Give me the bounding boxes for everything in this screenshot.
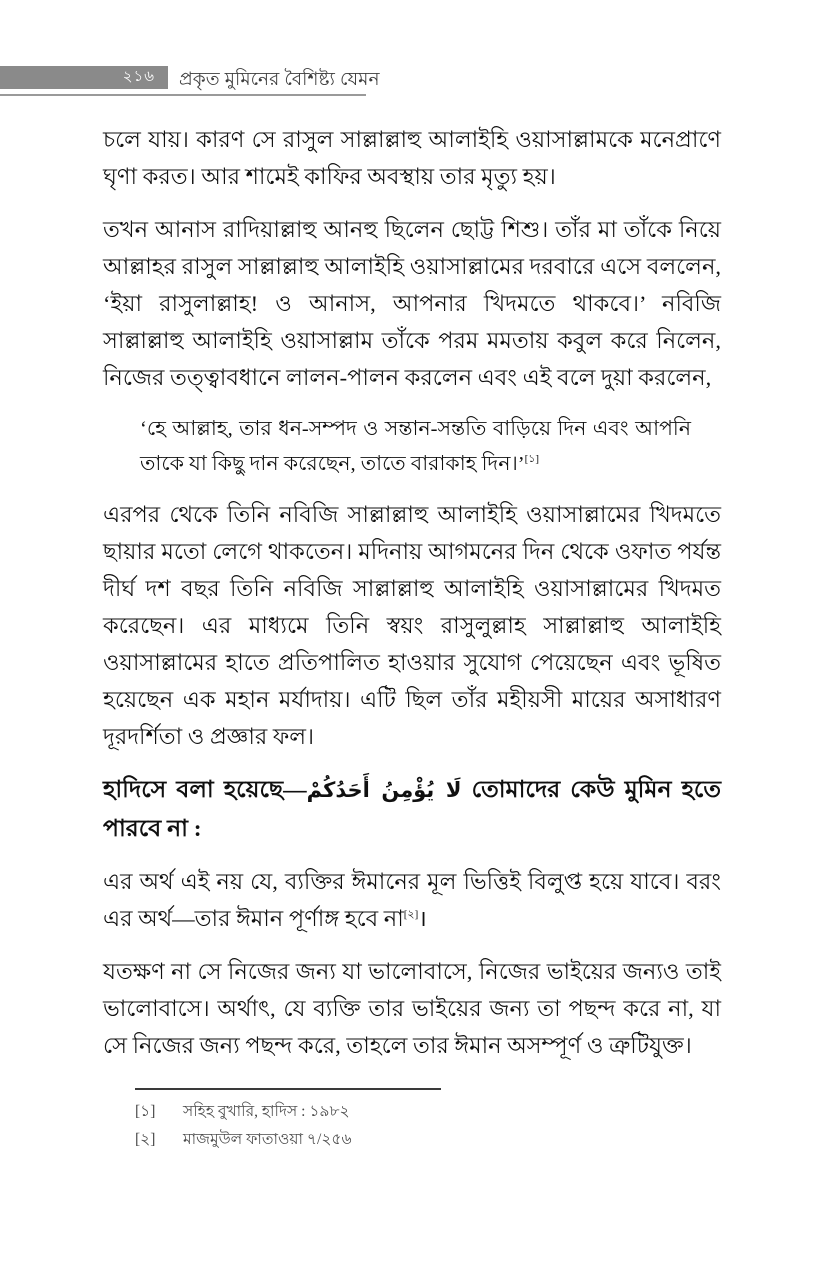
header-divider <box>0 94 366 96</box>
heading-suffix: তোমাদের কেউ মুমিন হতে পারবে না : <box>103 777 722 842</box>
footnote-2-marker: [২] <box>135 1131 156 1148</box>
page-body <box>103 121 721 1080</box>
paragraph-3: এরপর থেকে তিনি নবিজি সাল্লাল্লাহু আলাইহি ওয়াসাল্লামের খিদমতে ছায়ার মতো লেগে থাকতেন। মদিনায় আগমনের দিন থেকে ওফাত পর্যন্ত দীর্ঘ দশ বছর তিনি নবিজি সাল্লাল্লাহু আলাইহি ওয়াসাল্লামের খিদমত করেছেন। এর মাধ্যমে তিনি স্বয়ং রাসুলুল্লাহ সাল্লাল্লাহু আলাইহি ওয়াসাল্লামের হাতে প্রতিপালিত হাওয়ার সুযোগ পেয়েছেন এবং ভূষিত হয়েছেন এক মহান মর্যাদায়। এটি ছিল তাঁর মহীয়সী মায়ের অসাধারণ দূরদর্শিতা ও প্রজ্ঞার ফল। <box>103 502 721 749</box>
dua-quote-block <box>140 412 691 482</box>
paragraph-2: তখন আনাস রাদিয়াল্লাহু আনহু ছিলেন ছোট্ট শিশু। তাঁর মা তাঁকে নিয়ে আল্লাহর রাসুল সাল্লাল্লাহু আলাইহি ওয়াসাল্লামের দরবারে এসে বললেন, ‘ইয়া রাসুলাল্লাহ! ও আনাস, আপনার খিদমতে থাকবে।’ নবিজি সাল্লাল্লাহু আলাইহি ওয়াসাল্লাম তাঁকে পরম মমতায় কবুল করে নিলেন, নিজের তত্ত্বাবধানে লালন-পালন করলেন এবং এই বলে দুয়া করলেন, <box>103 217 721 390</box>
page-number: ২১৬ <box>122 68 155 85</box>
footnote-divider <box>135 1088 441 1090</box>
arabic-hadith-text: لَا يُؤْمِنُ أَحَدُكُمْ <box>306 778 462 802</box>
heading-prefix: হাদিসে বলা হয়েছে— <box>103 777 307 803</box>
footnote-1-marker: [১] <box>135 1103 156 1120</box>
paragraph-5: যতক্ষণ না সে নিজের জন্য যা ভালোবাসে, নিজের ভাইয়ের জন্যও তাই ভালোবাসে। অর্থাৎ, যে ব্যক্তি তার ভাইয়ের জন্য তা পছন্দ করে না, যা সে নিজের জন্য পছন্দ করে, তাহলে তার ঈমান অসম্পূর্ণ ও ত্রুটিযুক্ত। <box>103 959 721 1058</box>
paragraph-4-tail: । <box>418 906 427 931</box>
footnote-1-text: সহিহ বুখারি, হাদিস : ১৯৮২ <box>183 1103 350 1120</box>
footnote-ref-1: [১] <box>524 453 540 466</box>
running-header-title: প্রকৃত মুমিনের বৈশিষ্ট্য যেমন <box>179 68 380 89</box>
footnote-2 <box>103 1126 721 1154</box>
paragraph-4-text: এর অর্থ এই নয় যে, ব্যক্তির ঈমানের মূল ভিত্তিই বিলুপ্ত হয়ে যাবে। বরং এর অর্থ—তার ঈমান পূর্ণাঙ্গ হবে না <box>103 869 721 931</box>
hadith-heading <box>103 771 721 849</box>
footnote-ref-2: [২] <box>403 908 419 921</box>
footnotes-section <box>103 1088 721 1154</box>
paragraph-4 <box>103 863 721 937</box>
footnote-1 <box>103 1098 721 1126</box>
paragraph-1: চলে যায়। কারণ সে রাসুল সাল্লাল্লাহু আলাইহি ওয়াসাল্লামকে মনেপ্রাণে ঘৃণা করত। আর শামেই কাফির অবস্থায় তার মৃত্যু হয়। <box>103 127 721 189</box>
quote-text: ‘হে আল্লাহ, তার ধন-সম্পদ ও সন্তান-সন্ততি বাড়িয়ে দিন এবং আপনি তাকে যা কিছু দান করেছেন, তাতে বারাকাহ দিন।’ <box>140 418 691 475</box>
header-page-number-bar <box>0 66 168 89</box>
footnote-2-text: মাজমুউল ফাতাওয়া ৭/২৫৬ <box>183 1131 352 1148</box>
